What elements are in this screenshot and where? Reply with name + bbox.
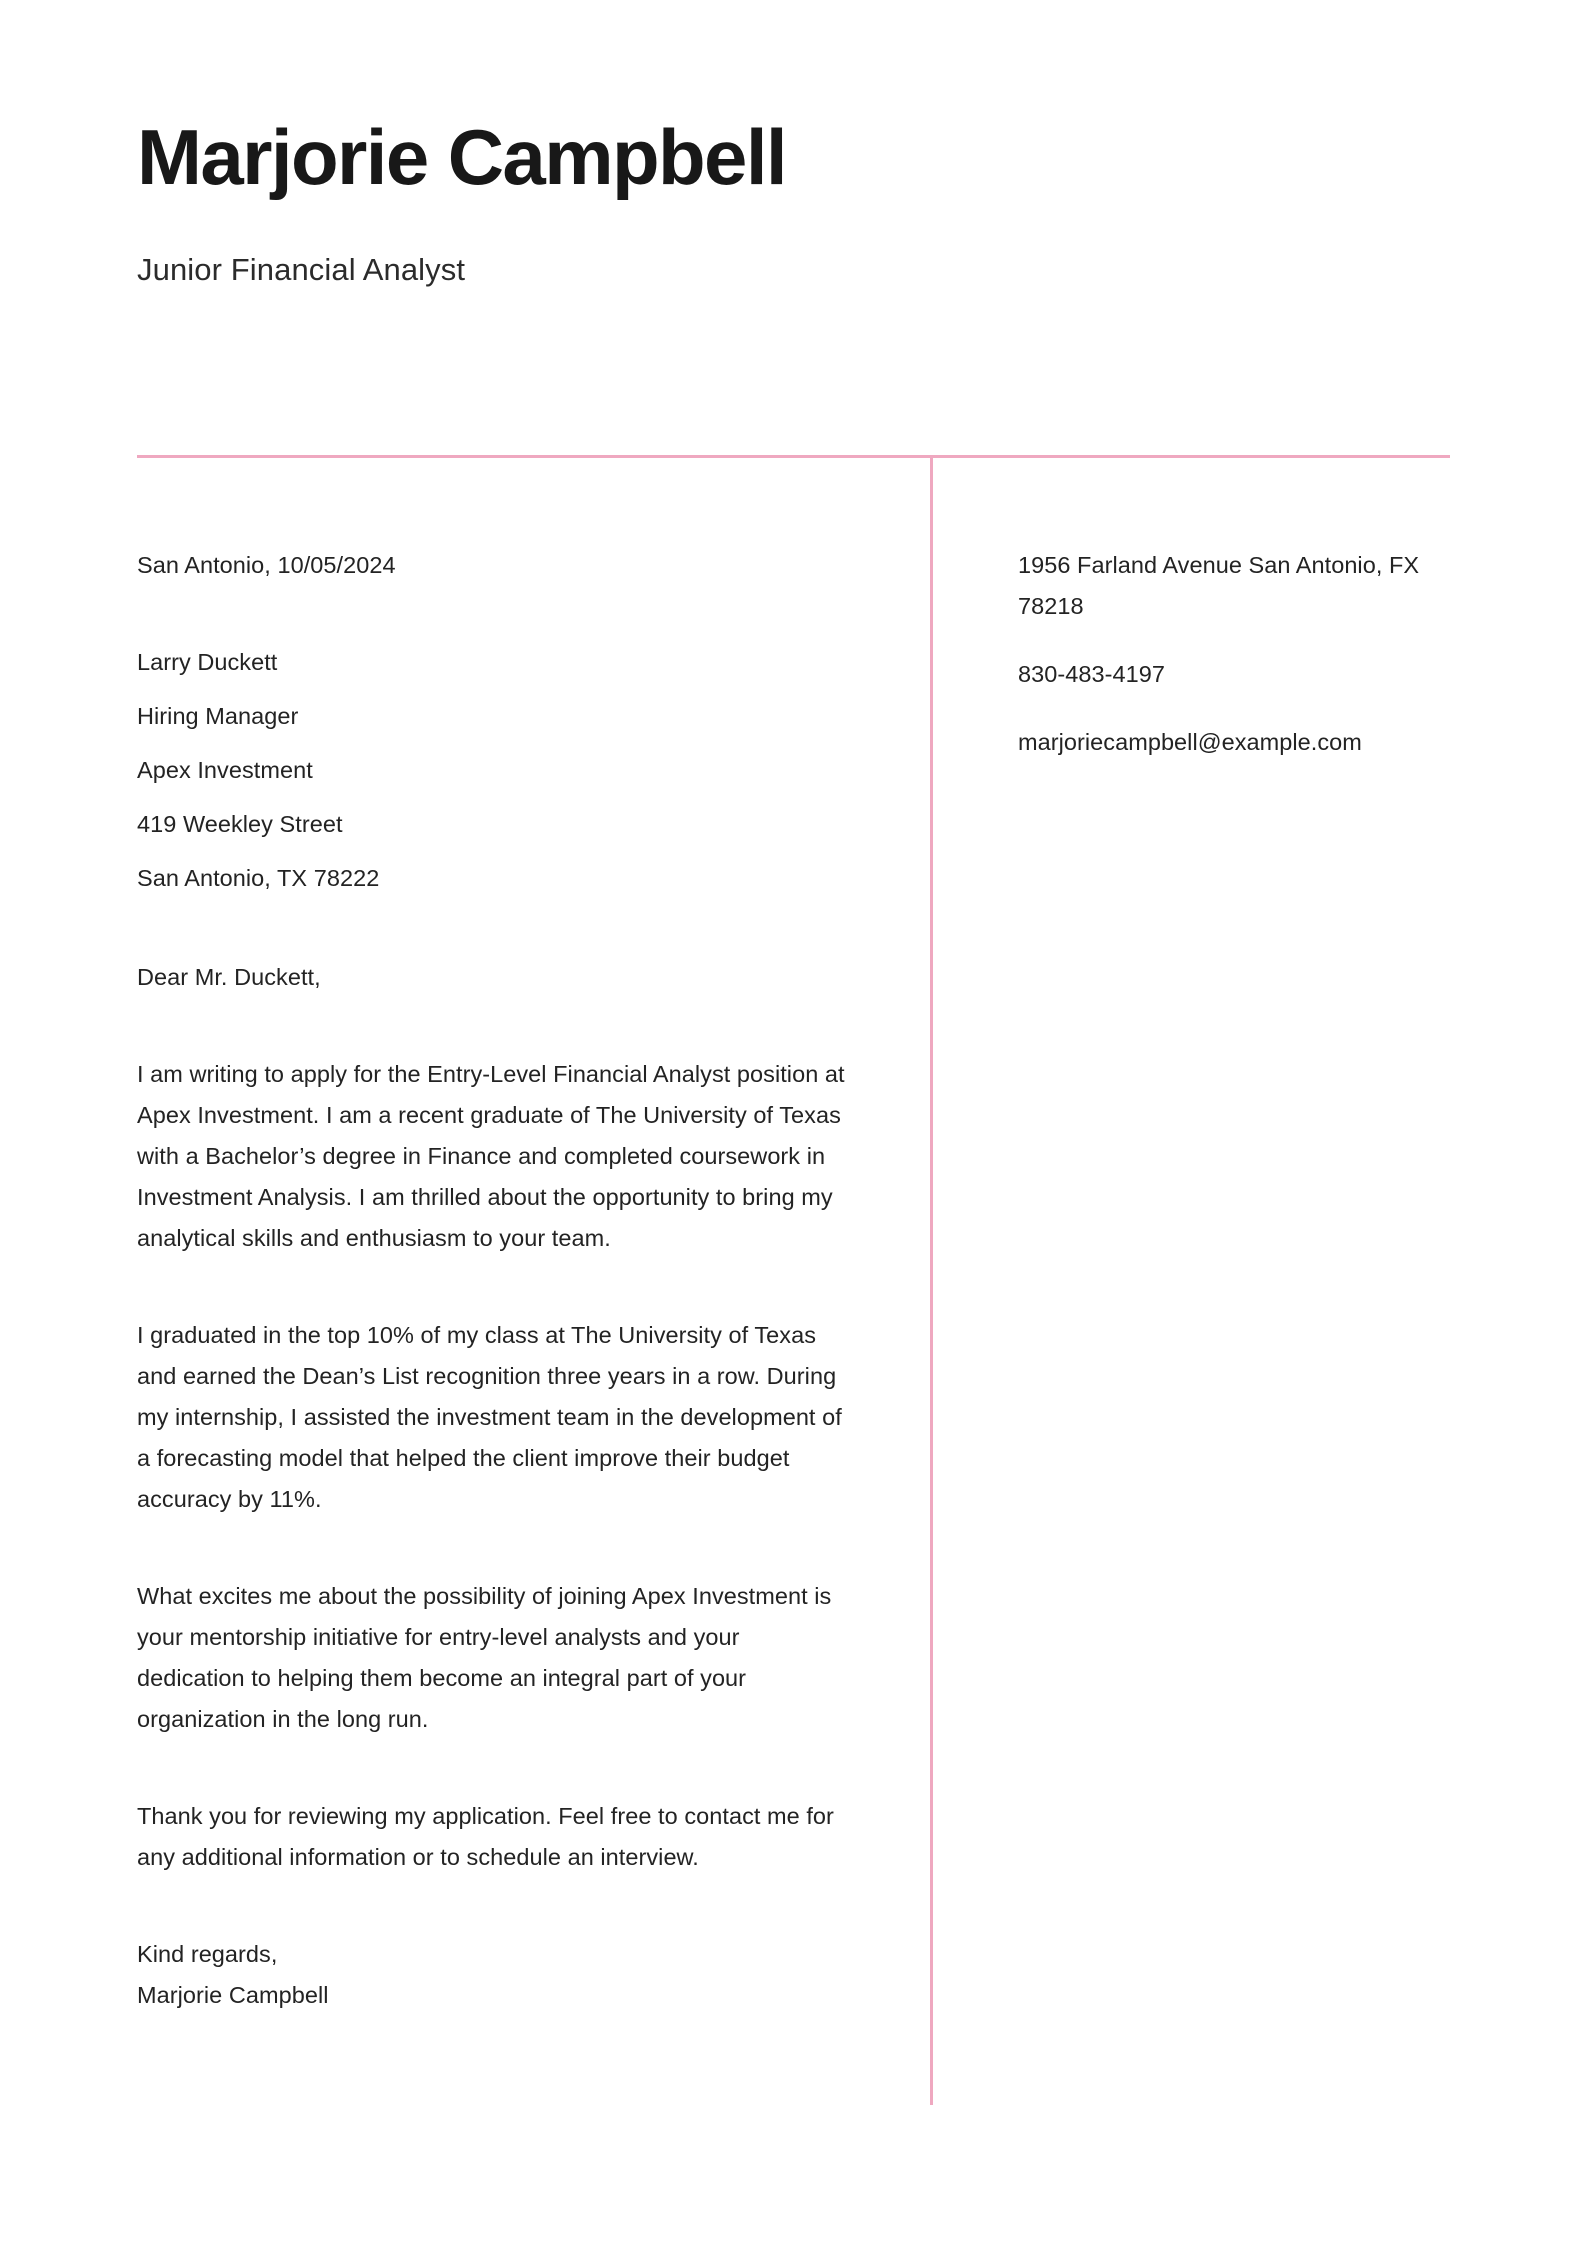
letter-header [137, 113, 1457, 288]
closing-phrase: Kind regards, [137, 1941, 278, 1967]
signoff-block [137, 1934, 847, 2016]
contact-address: 1956 Farland Avenue San Antonio, FX 78218 [1018, 552, 1420, 619]
body-paragraph: What excites me about the possibility of joining Apex Investment is your mentorship initiative for entry-level analysts and your dedication to helping them become an integral part of your organization in the long run. [137, 1583, 832, 1732]
job-title: Junior Financial Analyst [137, 252, 466, 287]
recipient-company: Apex Investment [137, 757, 313, 783]
recipient-name: Larry Duckett [137, 649, 278, 675]
column-divider [930, 455, 933, 2105]
contact-email[interactable]: marjoriecampbell@example.com [1018, 729, 1362, 755]
body-paragraph: I am writing to apply for the Entry-Level Financial Analyst position at Apex Investment. I am a recent graduate of The University of Texas with a Bachelor’s degree in Finance and completed coursework in Investment Analysis. I am thrilled about the opportunity to bring my analytical skills and enthusiasm to your team. [137, 1061, 845, 1251]
signature-name: Marjorie Campbell [137, 1982, 329, 2008]
letter-body-column [137, 545, 847, 2016]
salutation: Dear Mr. Duckett, [137, 964, 321, 990]
body-paragraph: I graduated in the top 10% of my class at The University of Texas and earned the Dean’s List recognition three years in a row. During my internship, I assisted the investment team in the development of a forecasting model that helped the client improve their budget accuracy by 11%. [137, 1322, 842, 1512]
page-title: Marjorie Campbell [137, 113, 786, 201]
recipient-block [137, 642, 847, 899]
header-divider [137, 455, 1450, 458]
recipient-role: Hiring Manager [137, 703, 299, 729]
recipient-city-state-zip: San Antonio, TX 78222 [137, 865, 380, 891]
contact-phone[interactable]: 830-483-4197 [1018, 661, 1165, 687]
contact-column [1018, 545, 1450, 763]
body-paragraph: Thank you for reviewing my application. Feel free to contact me for any additional information or to schedule an interview. [137, 1803, 834, 1870]
recipient-street: 419 Weekley Street [137, 811, 343, 837]
date-line: San Antonio, 10/05/2024 [137, 552, 396, 578]
